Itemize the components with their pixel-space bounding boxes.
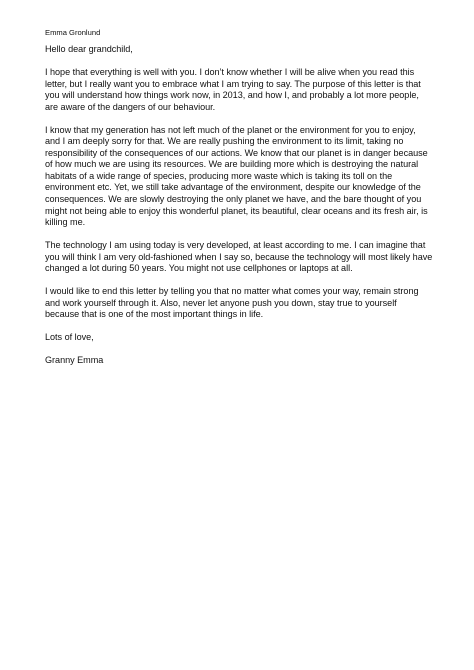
paragraph-environment: I know that my generation has not left much of the planet or the environment for you to enjoy, and I am deeply sorry for that. We are really pushing the environment to its limit, taking no responsibility of the consequences of our actions. We know that our planet is in danger because of how much we are using its resources. We are building more which is destroying the natural habitats of a wide range of species, producing more waste which is taking its toll on the environment etc. Yet, we still take advantage of the environment, despite our knowledge of the consequences. We are slowly destroying the only planet we have, and the bare thought of you might not being able to enjoy this wonderful planet, its beautiful, clear oceans and its fresh air, is killing me.	[45, 124, 428, 228]
author-header: Emma Gronlund	[45, 28, 101, 37]
paragraph-technology: The technology I am using today is very developed, at least according to me. I can imagine that you will think I am very old-fashioned when I say so, because the technology will most likely have changed a lot during 50 years. You might not use cellphones or laptops at all.	[45, 240, 433, 274]
greeting: Hello dear grandchild,	[45, 44, 133, 54]
closing: Lots of love,	[45, 332, 94, 343]
signature: Granny Emma	[45, 355, 104, 366]
letter-body	[45, 44, 433, 379]
paragraph-advice: I would like to end this letter by telling you that no matter what comes your way, remain strong and work yourself through it. Also, never let anyone push you down, stay true to yourself because that is one of the most important things in life.	[45, 286, 419, 320]
paragraph-purpose: I hope that everything is well with you. I don’t know whether I will be alive when you read this letter, but I really want you to embrace what I am trying to say. The purpose of this letter is that you will understand how things work now, in 2013, and how I, and probably a lot more people, are aware of the dangers of our behaviour.	[45, 67, 421, 112]
